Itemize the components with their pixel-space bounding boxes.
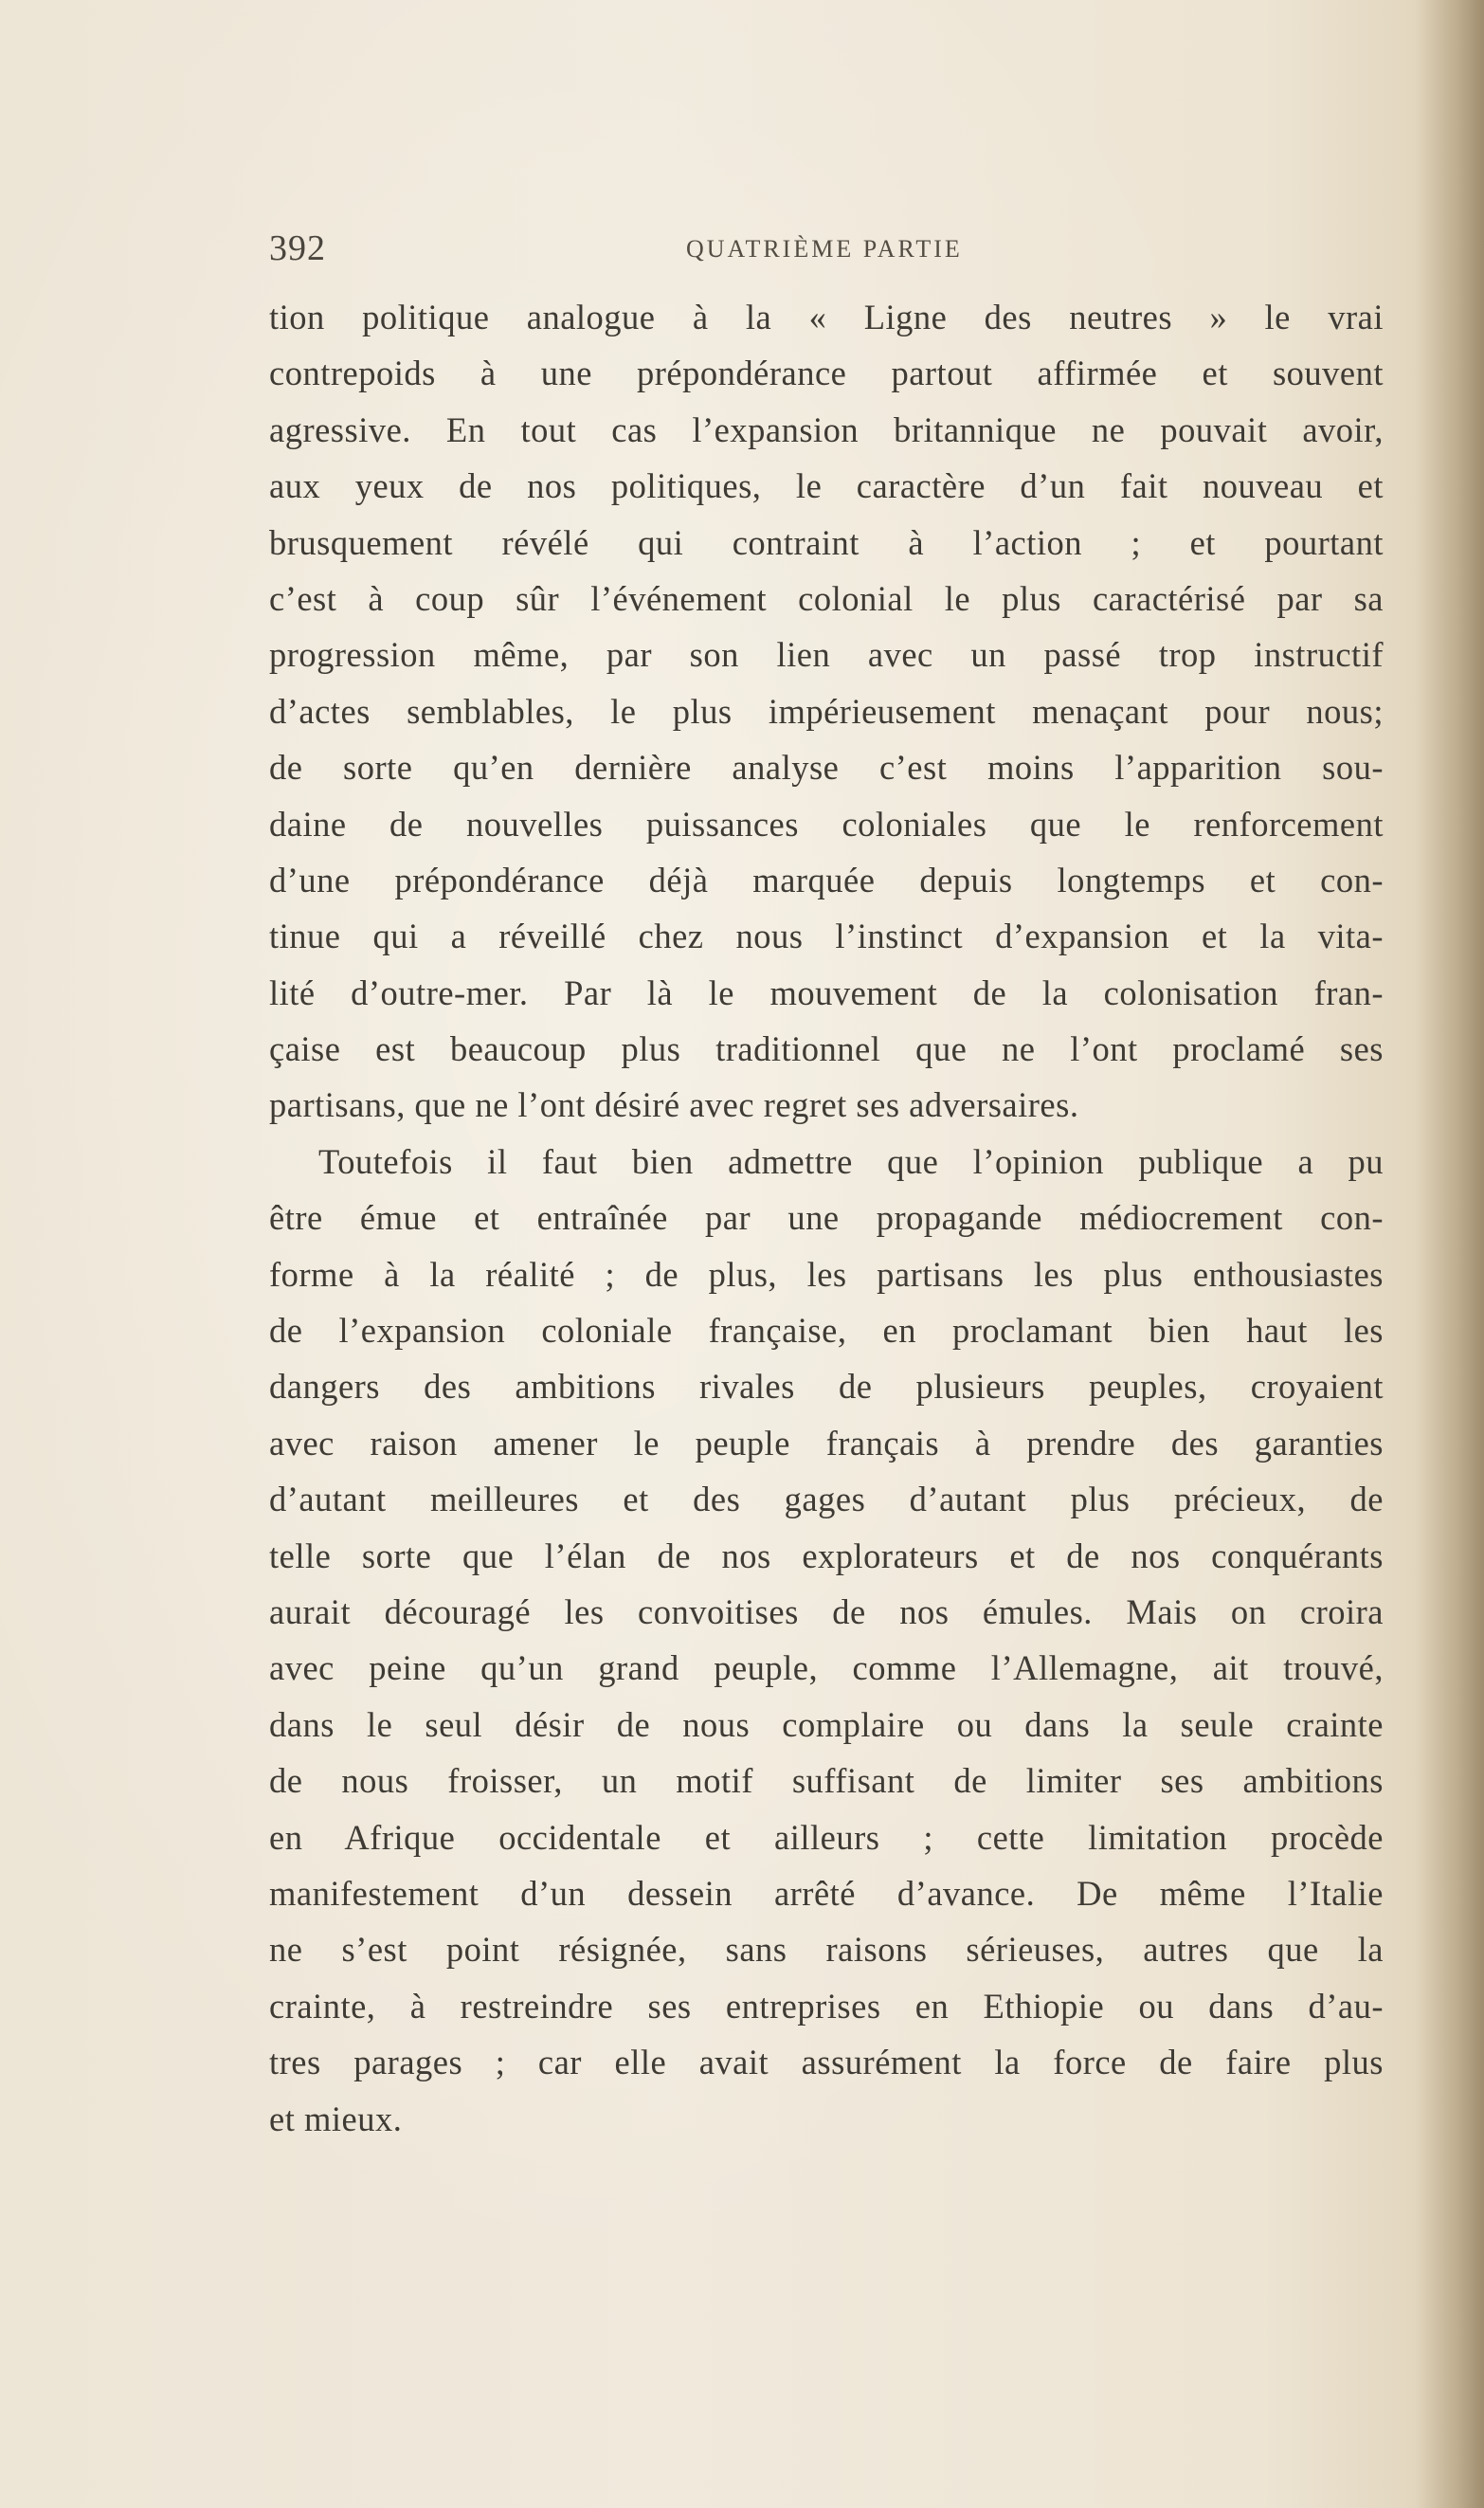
text-line: ne s’est point résignée, sans raisons sérieuses, autres que la: [269, 1930, 1384, 1970]
page-number: 392: [269, 228, 326, 268]
text-line: crainte, à restreindre ses entreprises en Ethiopie ou dans d’au-: [269, 1986, 1384, 2026]
running-head: [269, 227, 1387, 268]
text-line: aux yeux de nos politiques, le caractère d’un fait nouveau et: [269, 466, 1384, 506]
text-line: de sorte qu’en dernière analyse c’est moins l’apparition sou-: [269, 748, 1384, 788]
text-line: dangers des ambitions rivales de plusieurs peuples, croyaient: [269, 1367, 1384, 1407]
text-line: forme à la réalité ; de plus, les partisans les plus enthousiastes: [269, 1254, 1384, 1294]
text-line: avec peine qu’un grand peuple, comme l’Allemagne, ait trouvé,: [269, 1648, 1384, 1688]
text-line: telle sorte que l’élan de nos explorateurs et de nos conquérants: [269, 1536, 1384, 1575]
text-line: brusquement révélé qui contraint à l’action ; et pourtant: [269, 522, 1384, 562]
text-line: progression même, par son lien avec un passé trop instructif: [269, 635, 1384, 675]
text-line: tinue qui a réveillé chez nous l’instinct d’expansion et la vita-: [269, 917, 1384, 956]
running-head-title: QUATRIÈME PARTIE: [686, 235, 963, 263]
text-line: contrepoids à une prépondérance partout affirmée et souvent: [269, 354, 1384, 393]
paragraph-last-line: et mieux.: [269, 2099, 403, 2138]
text-line: de nous froisser, un motif suffisant de limiter ses ambitions: [269, 1761, 1384, 1801]
text-line: de l’expansion coloniale française, en proclamant bien haut les: [269, 1311, 1384, 1351]
text-line: aurait découragé les convoitises de nos émules. Mais on croira: [269, 1591, 1384, 1631]
text-line: d’autant meilleures et des gages d’autant plus précieux, de: [269, 1480, 1384, 1519]
text-line: être émue et entraînée par une propagande médiocrement con-: [269, 1198, 1384, 1238]
body-text: [269, 289, 1384, 2147]
text-line: d’une prépondérance déjà marquée depuis longtemps et con-: [269, 860, 1384, 900]
text-line: agressive. En tout cas l’expansion britannique ne pouvait avoir,: [269, 409, 1384, 449]
text-line: tion politique analogue à la « Ligne des neutres » le vrai: [269, 298, 1384, 336]
text-line: avec raison amener le peuple français à prendre des garanties: [269, 1423, 1384, 1463]
paragraph-last-line: partisans, que ne l’ont désiré avec regret ses adversaires.: [269, 1085, 1079, 1125]
text-line: lité d’outre-mer. Par là le mouvement de la colonisation fran-: [269, 972, 1384, 1012]
text-line: tres parages ; car elle avait assurément la force de faire plus: [269, 2043, 1384, 2082]
text-line: d’actes semblables, le plus impérieusement menaçant pour nous;: [269, 691, 1384, 731]
text-line: çaise est beaucoup plus traditionnel que ne l’ont proclamé ses: [269, 1029, 1384, 1069]
text-line: en Afrique occidentale et ailleurs ; cette limitation procède: [269, 1817, 1384, 1857]
page-gutter-shadow: [1418, 0, 1484, 2508]
text-line: c’est à coup sûr l’événement colonial le plus caractérisé par sa: [269, 578, 1384, 618]
text-line: manifestement d’un dessein arrêté d’avance. De même l’Italie: [269, 1873, 1384, 1913]
text-line: dans le seul désir de nous complaire ou dans la seule crainte: [269, 1704, 1384, 1744]
paragraph-first-line: Toutefois il faut bien admettre que l’opinion publique a pu: [318, 1141, 1384, 1181]
text-line: daine de nouvelles puissances coloniales que le renforcement: [269, 804, 1384, 844]
